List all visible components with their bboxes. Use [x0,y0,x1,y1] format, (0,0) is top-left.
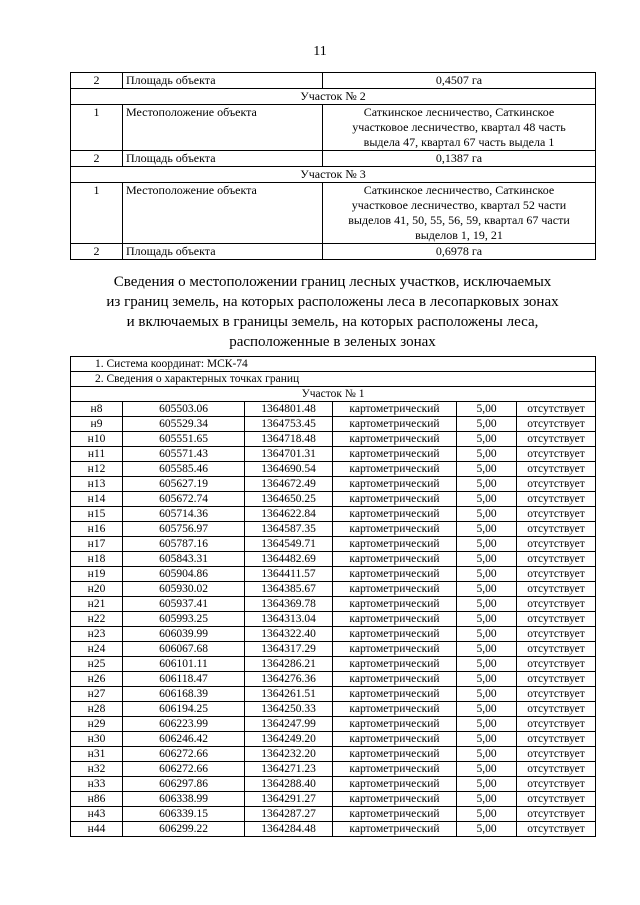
method: картометрический [333,462,457,477]
coord-y: 1364411.57 [245,567,333,582]
method: картометрический [333,582,457,597]
accuracy: 5,00 [457,807,517,822]
coord-system-row [71,357,596,372]
coord-y: 1364317.29 [245,642,333,657]
table-row [71,244,596,260]
section-row [71,387,596,402]
coord-x: 605571.43 [123,447,245,462]
table-row [71,432,596,447]
coord-x: 606299.22 [123,822,245,837]
coord-x: 605551.65 [123,432,245,447]
row-value-line: Саткинское лесничество, Саткинское [363,105,555,119]
accuracy: 5,00 [457,447,517,462]
point-id: н15 [71,507,123,522]
coord-x: 605993.25 [123,612,245,627]
table-row [71,717,596,732]
accuracy: 5,00 [457,582,517,597]
point-id: н12 [71,462,123,477]
point-id: н24 [71,642,123,657]
description: отсутствует [517,822,596,837]
accuracy: 5,00 [457,597,517,612]
description: отсутствует [517,582,596,597]
table-row [71,447,596,462]
table-row [71,822,596,837]
method: картометрический [333,627,457,642]
description: отсутствует [517,642,596,657]
accuracy: 5,00 [457,747,517,762]
row-value-line: 0,4507 га [435,73,483,87]
method: картометрический [333,477,457,492]
section-title: Участок № 1 [71,387,596,402]
table-row [71,687,596,702]
method: картометрический [333,702,457,717]
coord-x: 606101.11 [123,657,245,672]
point-id: н33 [71,777,123,792]
coord-y: 1364286.21 [245,657,333,672]
method: картометрический [333,597,457,612]
description: отсутствует [517,792,596,807]
coord-y: 1364291.27 [245,792,333,807]
method: картометрический [333,687,457,702]
accuracy: 5,00 [457,477,517,492]
method: картометрический [333,762,457,777]
point-id: н14 [71,492,123,507]
coord-x: 606168.39 [123,687,245,702]
method: картометрический [333,747,457,762]
point-id: н19 [71,567,123,582]
coord-y: 1364249.20 [245,732,333,747]
table-row [71,777,596,792]
point-id: н29 [71,717,123,732]
accuracy: 5,00 [457,627,517,642]
method: картометрический [333,792,457,807]
row-name: Площадь объекта [123,244,323,260]
point-id: н30 [71,732,123,747]
accuracy: 5,00 [457,462,517,477]
row-value [323,244,596,260]
table-row [71,627,596,642]
accuracy: 5,00 [457,702,517,717]
page-number: 11 [313,44,327,59]
description: отсутствует [517,807,596,822]
description: отсутствует [517,627,596,642]
point-id: н27 [71,687,123,702]
row-value-line: участковое лесничество, квартал 52 части [351,198,567,212]
row-name: Площадь объекта [123,151,323,167]
method: картометрический [333,672,457,687]
coord-x: 606039.99 [123,627,245,642]
point-id: н17 [71,537,123,552]
point-id: н32 [71,762,123,777]
coord-y: 1364650.25 [245,492,333,507]
description: отсутствует [517,477,596,492]
plot-info-table [70,72,596,260]
row-value-line: 0,1387 га [435,151,483,165]
point-id: н16 [71,522,123,537]
point-id: н13 [71,477,123,492]
coord-y: 1364288.40 [245,777,333,792]
method: картометрический [333,807,457,822]
table-row [71,702,596,717]
accuracy: 5,00 [457,762,517,777]
coord-x: 605843.31 [123,552,245,567]
point-id: н11 [71,447,123,462]
coord-x: 605672.74 [123,492,245,507]
row-value-line: выделов 1, 19, 21 [415,228,503,242]
coord-y: 1364385.67 [245,582,333,597]
method: картометрический [333,432,457,447]
point-id: н86 [71,792,123,807]
row-number: 1 [71,105,123,151]
coord-y: 1364276.36 [245,672,333,687]
method: картометрический [333,447,457,462]
description: отсутствует [517,717,596,732]
method: картометрический [333,417,457,432]
description: отсутствует [517,702,596,717]
accuracy: 5,00 [457,567,517,582]
description: отсутствует [517,567,596,582]
coord-y: 1364271.23 [245,762,333,777]
coord-x: 605787.16 [123,537,245,552]
coord-y: 1364232.20 [245,747,333,762]
table-row [71,612,596,627]
coord-x: 606339.15 [123,807,245,822]
row-number: 2 [71,151,123,167]
coord-y: 1364261.51 [245,687,333,702]
coord-y: 1364753.45 [245,417,333,432]
description: отсутствует [517,447,596,462]
table-row [71,462,596,477]
table-row [71,672,596,687]
coord-y: 1364287.27 [245,807,333,822]
accuracy: 5,00 [457,417,517,432]
point-id: н25 [71,657,123,672]
accuracy: 5,00 [457,717,517,732]
table-row [71,492,596,507]
coord-y: 1364690.54 [245,462,333,477]
table-row [71,522,596,537]
coord-x: 606118.47 [123,672,245,687]
table-row [71,762,596,777]
method: картометрический [333,642,457,657]
coord-x: 606194.25 [123,702,245,717]
section-row [71,89,596,105]
heading-line: из границ земель, на которых расположены леса в лесопарковых зонах [106,294,559,310]
point-id: н43 [71,807,123,822]
coord-y: 1364482.69 [245,552,333,567]
description: отсутствует [517,597,596,612]
row-value-line: выделов 41, 50, 55, 56, 59, квартал 67 части [348,213,570,227]
method: картометрический [333,522,457,537]
coord-x: 605503.06 [123,402,245,417]
table-row [71,151,596,167]
coord-y: 1364247.99 [245,717,333,732]
row-value [323,105,596,151]
method: картометрический [333,402,457,417]
description: отсутствует [517,672,596,687]
table-row [71,732,596,747]
table-row [71,642,596,657]
heading-line: и включаемых в границы земель, на которых расположены леса, [126,314,539,330]
row-value [323,151,596,167]
description: отсутствует [517,732,596,747]
point-id: н28 [71,702,123,717]
table-row [71,597,596,612]
coordinates-table [70,356,596,837]
description: отсутствует [517,492,596,507]
point-id: н26 [71,672,123,687]
coord-y: 1364549.71 [245,537,333,552]
method: картометрический [333,657,457,672]
table-row [71,402,596,417]
point-id: н10 [71,432,123,447]
accuracy: 5,00 [457,687,517,702]
section-title: Участок № 3 [71,167,596,183]
point-id: н21 [71,597,123,612]
description: отсутствует [517,762,596,777]
accuracy: 5,00 [457,552,517,567]
point-id: н22 [71,612,123,627]
points-info-row [71,372,596,387]
description: отсутствует [517,537,596,552]
description: отсутствует [517,612,596,627]
section-title: Участок № 2 [71,89,596,105]
coord-x: 605627.19 [123,477,245,492]
coord-x: 605756.97 [123,522,245,537]
table-row [71,417,596,432]
coord-y: 1364369.78 [245,597,333,612]
coord-x: 606223.99 [123,717,245,732]
heading-line: Сведения о местоположении границ лесных участков, исключаемых [113,274,552,290]
coord-x: 605585.46 [123,462,245,477]
method: картометрический [333,822,457,837]
coord-system-cell: 1. Система координат: МСК-74 [71,357,596,372]
accuracy: 5,00 [457,402,517,417]
method: картометрический [333,537,457,552]
coord-x: 605529.34 [123,417,245,432]
method: картометрический [333,732,457,747]
description: отсутствует [517,777,596,792]
point-id: н9 [71,417,123,432]
accuracy: 5,00 [457,792,517,807]
coord-x: 605904.86 [123,567,245,582]
table-row [71,183,596,244]
description: отсутствует [517,462,596,477]
coord-y: 1364672.49 [245,477,333,492]
coord-y: 1364250.33 [245,702,333,717]
description: отсутствует [517,657,596,672]
row-number: 1 [71,183,123,244]
table-row [71,747,596,762]
description: отсутствует [517,747,596,762]
point-id: н44 [71,822,123,837]
row-value-line: участковое лесничество, квартал 48 часть [352,120,566,134]
description: отсутствует [517,417,596,432]
description: отсутствует [517,522,596,537]
description: отсутствует [517,687,596,702]
table-row [71,507,596,522]
accuracy: 5,00 [457,657,517,672]
point-id: н8 [71,402,123,417]
coord-x: 606338.99 [123,792,245,807]
coord-y: 1364322.40 [245,627,333,642]
table-row [71,567,596,582]
table-row [71,807,596,822]
table-row [71,73,596,89]
description: отсутствует [517,552,596,567]
method: картометрический [333,507,457,522]
coord-y: 1364622.84 [245,507,333,522]
coord-y: 1364801.48 [245,402,333,417]
table-row [71,582,596,597]
coord-x: 606272.66 [123,762,245,777]
table-row [71,657,596,672]
row-name: Местоположение объекта [123,183,323,244]
accuracy: 5,00 [457,522,517,537]
method: картометрический [333,552,457,567]
coord-x: 606272.66 [123,747,245,762]
row-value-line: выдела 47, квартал 67 часть выдела 1 [363,135,555,149]
coord-y: 1364718.48 [245,432,333,447]
section-heading [70,272,595,352]
coord-x: 606246.42 [123,732,245,747]
row-name: Местоположение объекта [123,105,323,151]
accuracy: 5,00 [457,612,517,627]
coord-x: 606297.86 [123,777,245,792]
coord-y: 1364284.48 [245,822,333,837]
method: картометрический [333,777,457,792]
method: картометрический [333,717,457,732]
accuracy: 5,00 [457,492,517,507]
method: картометрический [333,567,457,582]
coord-x: 605714.36 [123,507,245,522]
points-info-cell: 2. Сведения о характерных точках границ [71,372,596,387]
row-value-line: 0,6978 га [435,244,483,258]
heading-line: расположенные в зеленых зонах [229,334,436,350]
accuracy: 5,00 [457,672,517,687]
row-number: 2 [71,73,123,89]
table-row [71,537,596,552]
accuracy: 5,00 [457,777,517,792]
method: картометрический [333,612,457,627]
accuracy: 5,00 [457,537,517,552]
point-id: н20 [71,582,123,597]
method: картометрический [333,492,457,507]
table-row [71,792,596,807]
accuracy: 5,00 [457,822,517,837]
coord-x: 606067.68 [123,642,245,657]
description: отсутствует [517,507,596,522]
accuracy: 5,00 [457,507,517,522]
section-row [71,167,596,183]
accuracy: 5,00 [457,732,517,747]
coord-y: 1364701.31 [245,447,333,462]
coord-x: 605937.41 [123,597,245,612]
row-number: 2 [71,244,123,260]
row-name: Площадь объекта [123,73,323,89]
row-value [323,183,596,244]
row-value-line: Саткинское лесничество, Саткинское [363,183,555,197]
coord-y: 1364587.35 [245,522,333,537]
table-row [71,105,596,151]
point-id: н23 [71,627,123,642]
point-id: н31 [71,747,123,762]
row-value [323,73,596,89]
coord-x: 605930.02 [123,582,245,597]
coord-y: 1364313.04 [245,612,333,627]
accuracy: 5,00 [457,432,517,447]
description: отсутствует [517,432,596,447]
accuracy: 5,00 [457,642,517,657]
table-row [71,477,596,492]
point-id: н18 [71,552,123,567]
description: отсутствует [517,402,596,417]
table-row [71,552,596,567]
